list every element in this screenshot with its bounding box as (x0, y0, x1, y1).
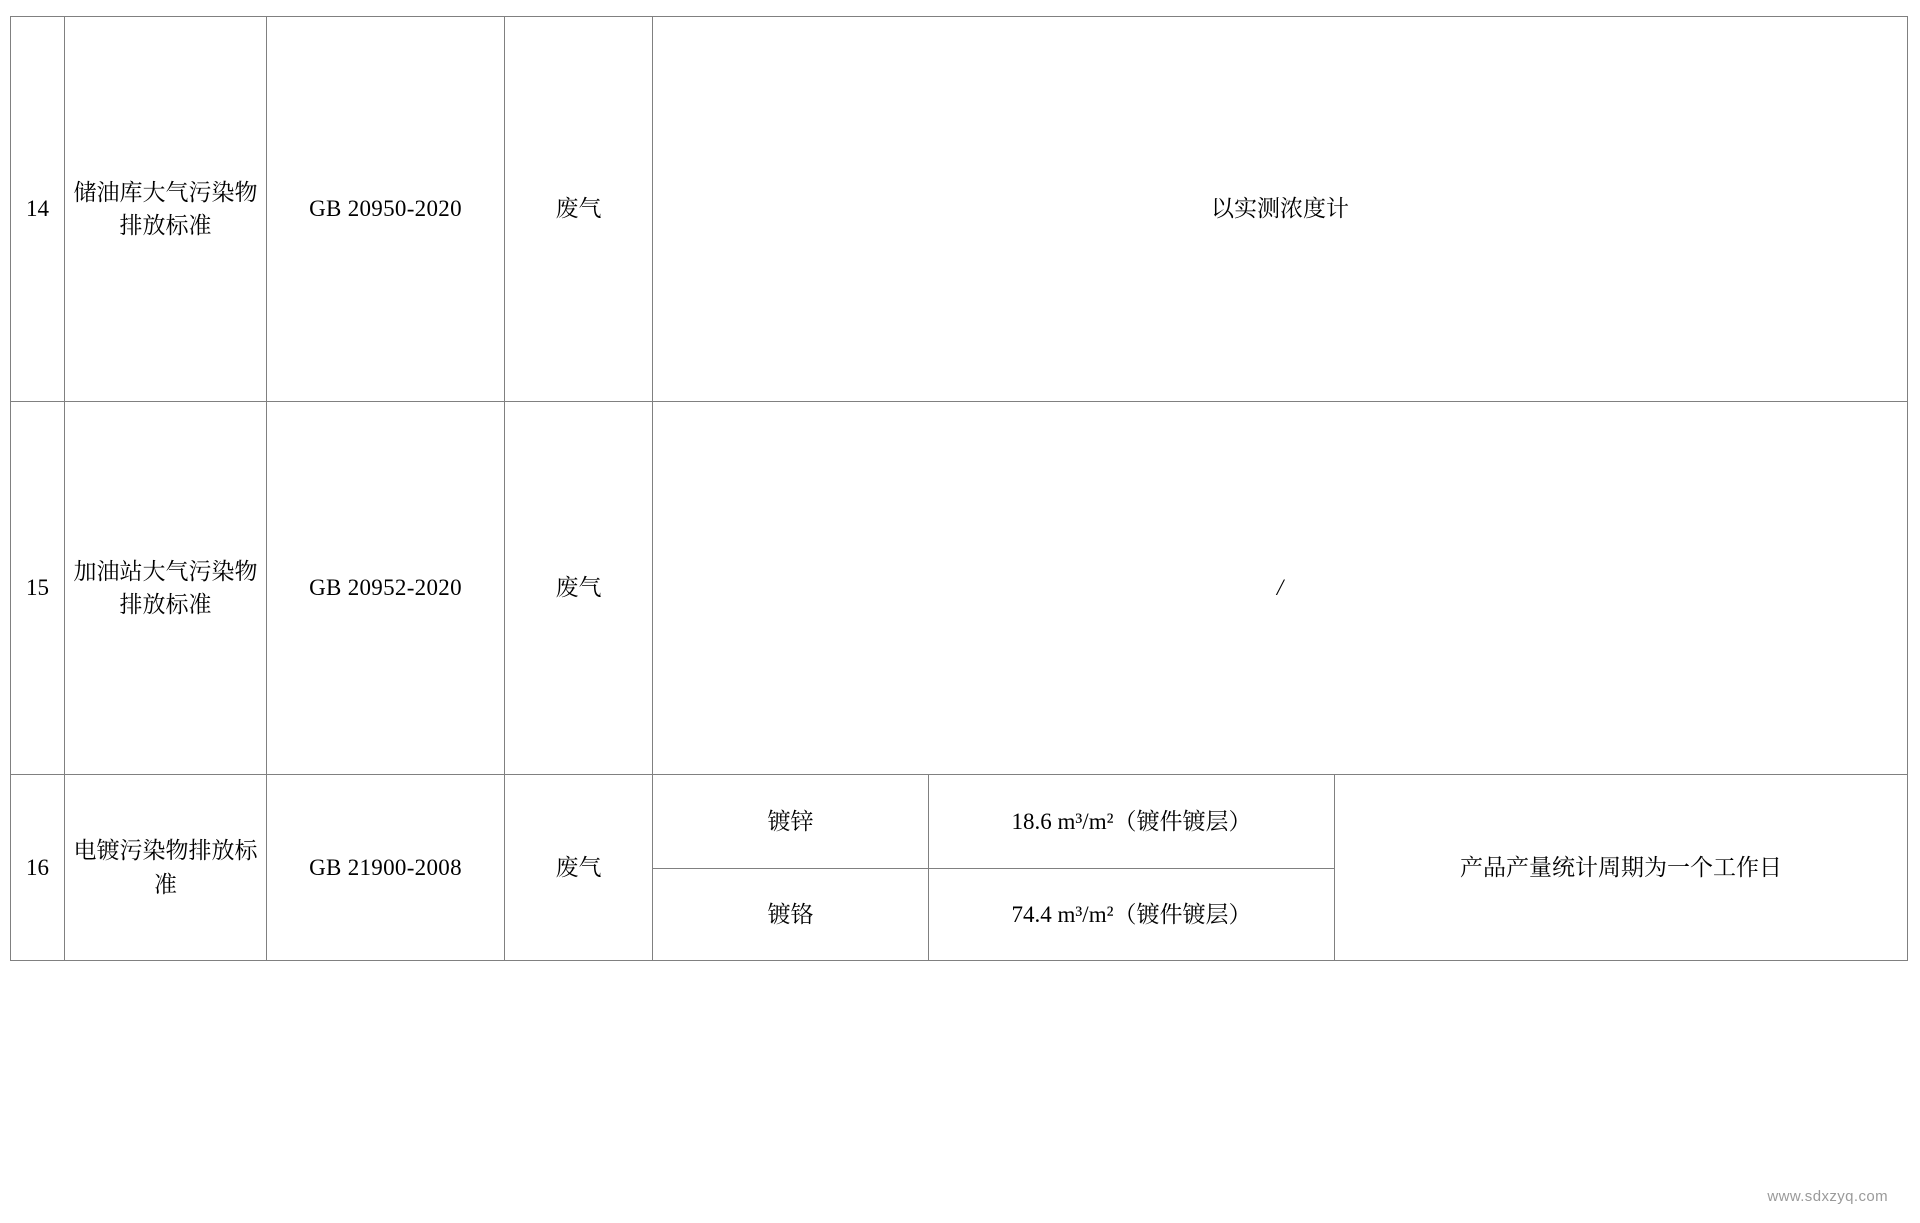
standard-name: 电镀污染物排放标准 (65, 775, 267, 961)
standard-name: 加油站大气污染物排放标准 (65, 402, 267, 775)
row-index: 15 (11, 402, 65, 775)
process-value: 18.6 m³/m²（镀件镀层） (929, 775, 1335, 869)
standard-code: GB 21900-2008 (267, 775, 505, 961)
emission-type: 废气 (505, 402, 653, 775)
row-note: 产品产量统计周期为一个工作日 (1335, 775, 1908, 961)
table-row (11, 402, 1908, 775)
row-content: / (653, 402, 1908, 775)
process-label: 镀铬 (653, 869, 929, 961)
row-index: 16 (11, 775, 65, 961)
emission-type: 废气 (505, 775, 653, 961)
standard-code: GB 20950-2020 (267, 17, 505, 402)
site-watermark: www.sdxzyq.com (1767, 1188, 1888, 1205)
row-content: 以实测浓度计 (653, 17, 1908, 402)
table-row (11, 775, 1908, 869)
process-label: 镀锌 (653, 775, 929, 869)
standard-name: 储油库大气污染物排放标准 (65, 17, 267, 402)
row-index: 14 (11, 17, 65, 402)
process-value: 74.4 m³/m²（镀件镀层） (929, 869, 1335, 961)
table-row (11, 17, 1908, 402)
standard-code: GB 20952-2020 (267, 402, 505, 775)
emission-type: 废气 (505, 17, 653, 402)
pollutant-standards-table (10, 16, 1908, 961)
